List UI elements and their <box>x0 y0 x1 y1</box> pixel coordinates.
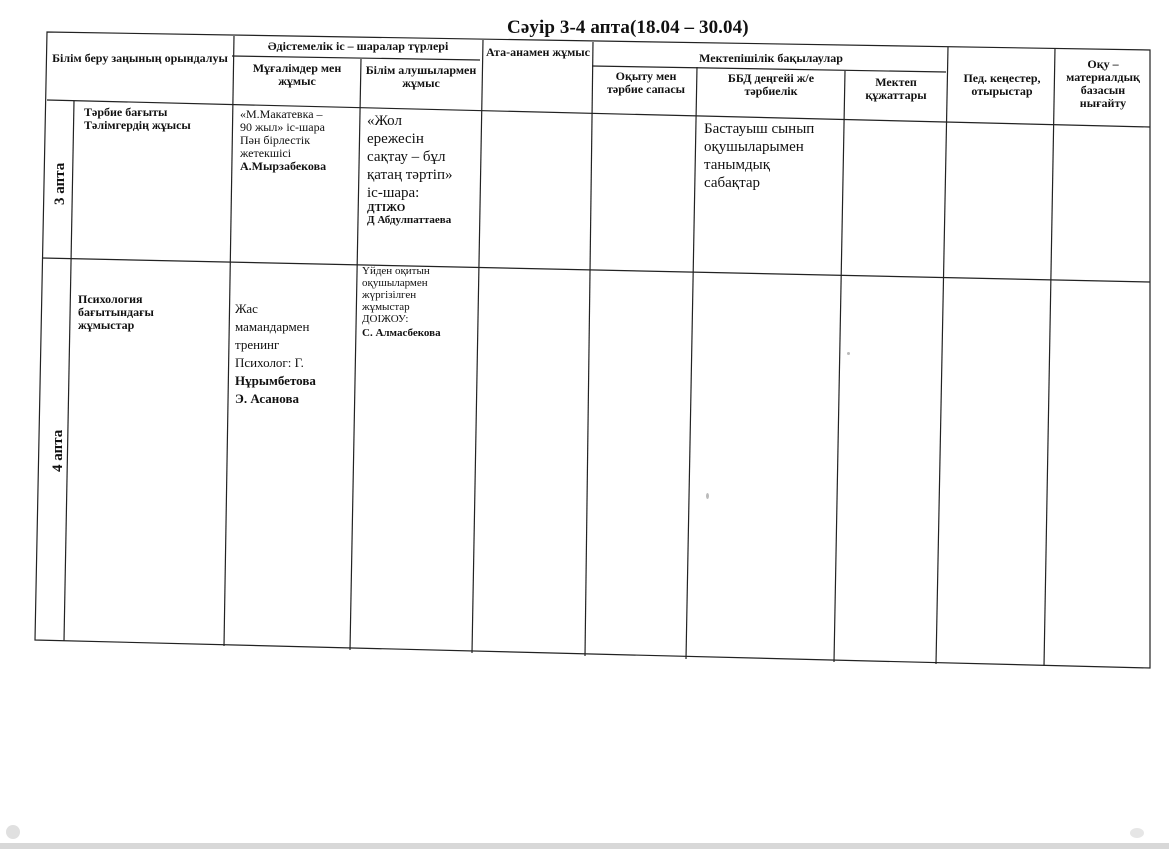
row1-direction-line2: Тәлімгердің жұысы <box>84 118 191 132</box>
row1-bbd-line3: танымдық <box>704 157 770 173</box>
row1-teachers-line3: Пән бірлестік <box>240 133 311 147</box>
header-law-execution: Білім беру заңының орындалуы <box>52 51 228 65</box>
header-methodical-events: Әдістемелік іс – шаралар түрлері <box>267 39 449 53</box>
row1-skills-level <box>704 120 844 192</box>
scan-speck <box>6 825 20 839</box>
row2-students-line5: ДОІЖОУ: <box>362 313 409 325</box>
header-ped-councils: Пед. кеңестер, отырыстар <box>963 71 1041 98</box>
row2-students-name: С. Алмасбекова <box>362 327 441 339</box>
group1-sub-line <box>232 56 480 60</box>
row1-students-work <box>367 112 479 226</box>
row2-direction <box>78 293 223 332</box>
header-skills-level: ББД деңгейі ж/е тәрбиелік <box>727 71 815 98</box>
row2-teachers-line4: Психолог: Г. <box>235 355 304 370</box>
week-3-label: 3 апта <box>52 162 68 205</box>
row-divider-line <box>42 258 1150 282</box>
scan-speck <box>847 352 850 355</box>
header-material-base: Оқу – материалдық базасын нығайту <box>1066 57 1140 110</box>
row2-students-line4: жұмыстар <box>362 301 410 313</box>
row1-students-line2: ережесін <box>367 131 424 147</box>
scan-edge <box>0 843 1169 849</box>
page-title: Сәуір 3-4 апта(18.04 – 30.04) <box>507 17 749 38</box>
week-4-label: 4 апта <box>50 429 66 472</box>
row1-students-name: Д Абдулпаттаева <box>367 214 452 226</box>
row2-direction-line1: Психология <box>78 292 143 306</box>
row1-students-line1: «Жол <box>367 113 402 129</box>
row1-teachers-line4: жетекшісі <box>240 146 292 160</box>
scan-speck <box>706 493 709 499</box>
row2-teachers-name1: Нұрымбетова <box>235 373 316 388</box>
row1-teachers-name: А.Мырзабекова <box>240 159 327 173</box>
row1-bbd-line4: сабақтар <box>704 175 760 191</box>
header-teaching-quality: Оқыту мен тәрбие сапасы <box>606 69 686 96</box>
row2-teachers-name2: Э. Асанова <box>235 391 299 406</box>
row2-teachers-line1: Жас <box>235 301 258 316</box>
row1-direction <box>84 106 229 132</box>
row1-students-role: ДТІЖО <box>367 202 406 214</box>
header-work-with-parents: Ата-анамен жұмыс <box>485 45 590 59</box>
header-work-with-teachers: Мұғалімдер мен жұмыс <box>252 61 342 88</box>
row2-students-work <box>362 265 474 339</box>
row2-teachers-work <box>235 300 350 408</box>
row1-students-line4: қатаң тәртіп» <box>367 167 453 183</box>
header-school-documents: Мектеп құжаттары <box>865 75 927 102</box>
row2-students-line2: оқушылармен <box>362 277 428 289</box>
row2-teachers-line2: мамандармен <box>235 319 310 334</box>
row2-students-line3: жүргізілген <box>362 289 417 301</box>
row2-teachers-line3: тренинг <box>235 337 280 352</box>
header-internal-control: Мектепішілік бақылаулар <box>699 51 843 65</box>
row2-direction-line3: жұмыстар <box>78 318 135 332</box>
header-work-with-students: Білім алушылармен жұмыс <box>365 63 477 90</box>
scan-speck <box>1130 828 1144 838</box>
row1-teachers-line2: 90 жыл» іс-шара <box>240 120 325 134</box>
row2-direction-line2: бағытындағы <box>78 305 154 319</box>
row1-bbd-line2: оқушыларымен <box>704 139 804 155</box>
row1-direction-line1: Тәрбие бағыты <box>84 105 168 119</box>
row1-teachers-work <box>240 108 358 173</box>
row1-bbd-line1: Бастауыш сынып <box>704 121 815 137</box>
row2-students-line1: Үйден оқитын <box>362 265 430 277</box>
row1-teachers-line1: «М.Макатевка – <box>240 107 323 121</box>
row1-students-line3: сақтау – бұл <box>367 149 446 165</box>
row1-students-line5: іс-шара: <box>367 185 420 201</box>
